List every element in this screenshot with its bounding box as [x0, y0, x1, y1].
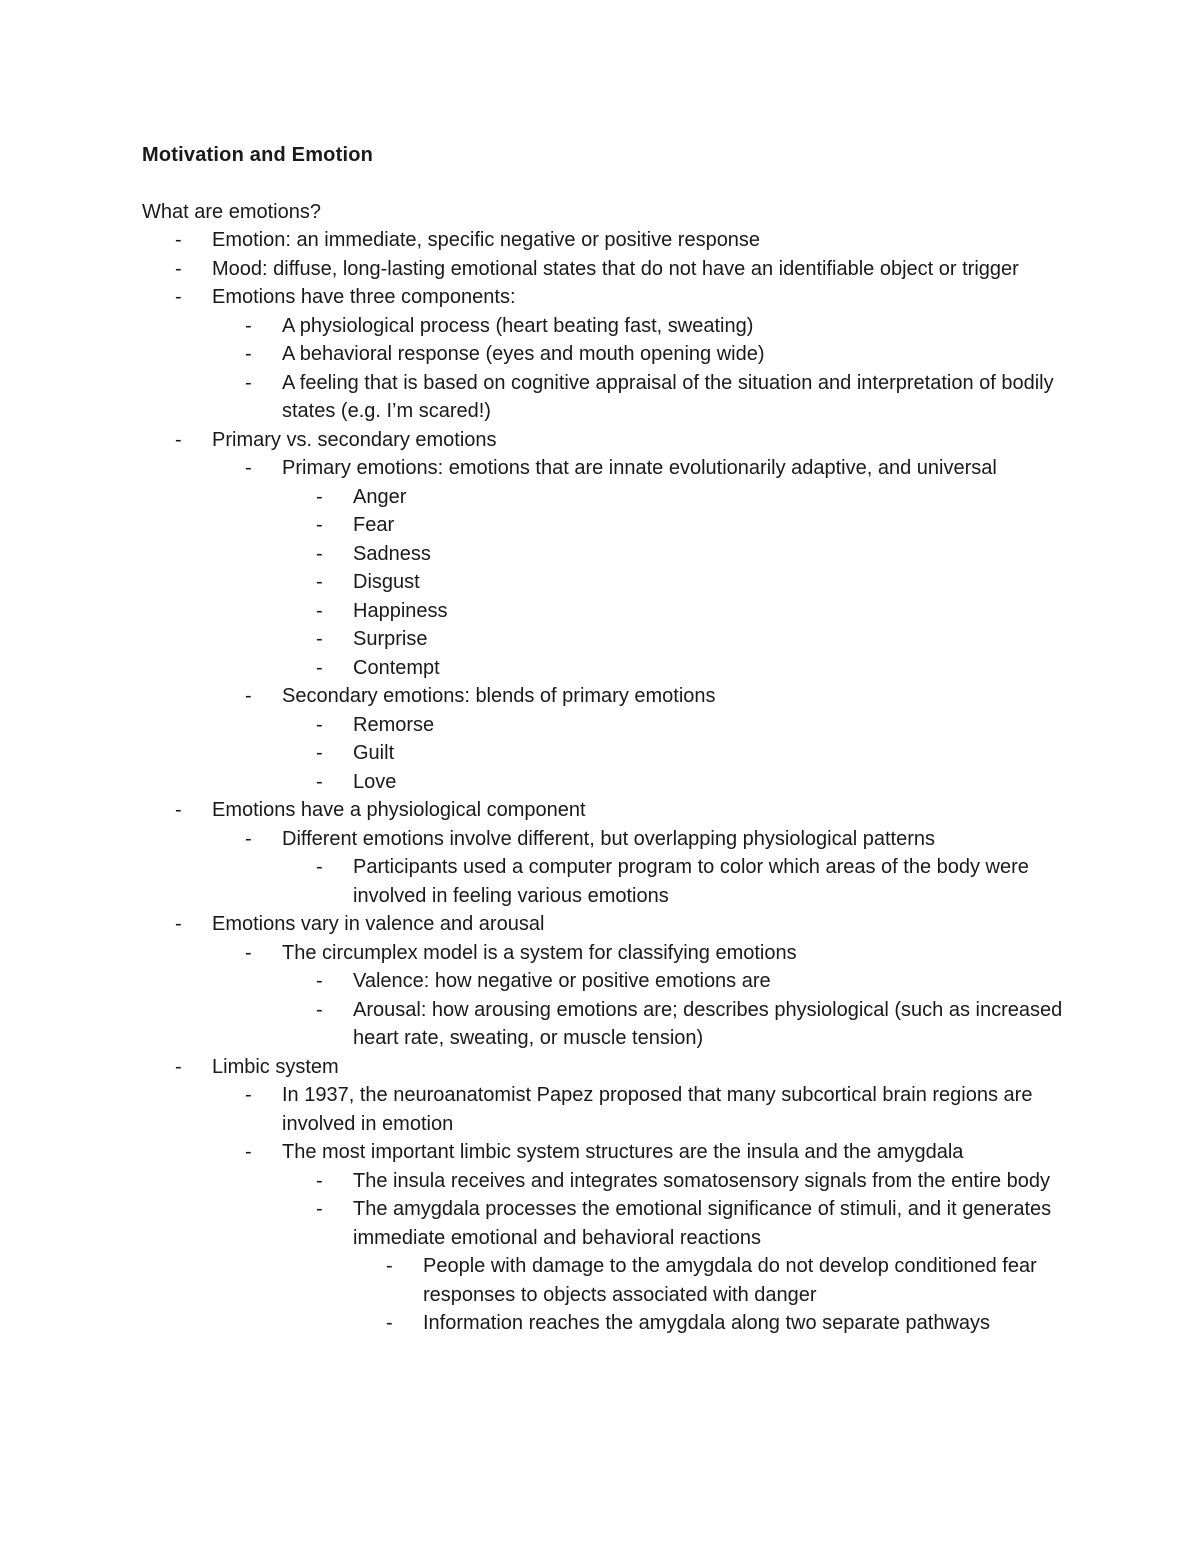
- list-item: [142, 1309, 1072, 1338]
- list-item-text: A feeling that is based on cognitive appraisal of the situation and interpretation of bodily states (e.g. I’m scared!): [282, 371, 1054, 422]
- list-item: [142, 1252, 1072, 1309]
- bullet-dash: -: [316, 1198, 323, 1220]
- bullet-dash: -: [245, 343, 252, 365]
- list-item-text: People with damage to the amygdala do not develop conditioned fear responses to objects associated with danger: [423, 1255, 1037, 1306]
- bullet-dash: -: [245, 1084, 252, 1106]
- list-item: [142, 369, 1072, 426]
- list-item: [142, 796, 1072, 825]
- bullet-dash: -: [316, 628, 323, 650]
- list-item-text: Remorse: [353, 713, 435, 736]
- bullet-dash: -: [316, 1169, 323, 1192]
- list-item: [142, 568, 1072, 597]
- bullet-dash: -: [175, 286, 182, 308]
- list-item: [142, 739, 1072, 768]
- list-item: [142, 1138, 1072, 1167]
- bullet-dash: -: [175, 428, 182, 451]
- bullet-dash: -: [316, 856, 323, 878]
- list-item: [142, 654, 1072, 683]
- bullet-dash: -: [245, 941, 252, 964]
- list-item: [142, 597, 1072, 626]
- bullet-dash: -: [316, 571, 323, 593]
- list-item: [142, 825, 1072, 854]
- list-item: [142, 967, 1072, 996]
- list-item-text: Surprise: [353, 628, 428, 650]
- section-question: What are emotions?: [142, 201, 321, 223]
- bullet-dash: -: [245, 827, 252, 850]
- list-item-text: Limbic system: [212, 1055, 339, 1078]
- bullet-outline: [142, 226, 1072, 1338]
- list-item: [142, 625, 1072, 654]
- bullet-dash: -: [175, 799, 182, 821]
- list-item: [142, 511, 1072, 540]
- bullet-dash: -: [316, 770, 323, 793]
- list-item-text: Disgust: [353, 571, 420, 593]
- bullet-dash: -: [316, 599, 323, 622]
- list-item-text: Information reaches the amygdala along two separate pathways: [423, 1312, 991, 1334]
- list-item-text: The most important limbic system structures are the insula and the amygdala: [282, 1141, 964, 1163]
- bullet-dash: -: [175, 257, 182, 280]
- list-item-text: Arousal: how arousing emotions are; describes physiological (such as increased heart rate, sweating, or muscle tension): [353, 998, 1063, 1049]
- bullet-dash: -: [245, 685, 252, 707]
- list-item: [142, 939, 1072, 968]
- bullet-dash: -: [245, 314, 252, 337]
- list-item-text: Fear: [353, 514, 395, 536]
- list-item-text: The insula receives and integrates somatosensory signals from the entire body: [353, 1169, 1051, 1192]
- bullet-dash: -: [316, 742, 323, 764]
- list-item: [142, 711, 1072, 740]
- list-item-text: Emotions have three components:: [212, 286, 516, 308]
- bullet-dash: -: [245, 457, 252, 479]
- bullet-dash: -: [245, 1141, 252, 1163]
- list-item: [142, 996, 1072, 1053]
- bullet-dash: -: [316, 970, 323, 992]
- list-item: [142, 312, 1072, 341]
- list-item: [142, 1081, 1072, 1138]
- list-item: [142, 454, 1072, 483]
- bullet-dash: -: [316, 542, 323, 565]
- bullet-dash: -: [316, 713, 323, 736]
- list-item-text: A behavioral response (eyes and mouth opening wide): [282, 343, 765, 365]
- list-item-text: Primary vs. secondary emotions: [212, 428, 497, 451]
- bullet-dash: -: [316, 485, 323, 508]
- document-title: Motivation and Emotion: [142, 144, 374, 166]
- list-item: [142, 1195, 1072, 1252]
- list-item-text: Anger: [353, 485, 407, 508]
- list-item-text: Emotions have a physiological component: [212, 799, 586, 821]
- bullet-dash: -: [386, 1312, 393, 1334]
- list-item-text: Different emotions involve different, but overlapping physiological patterns: [282, 827, 935, 850]
- list-item-text: Sadness: [353, 542, 431, 565]
- bullet-dash: -: [175, 229, 182, 251]
- list-item: [142, 226, 1072, 255]
- list-item-text: Guilt: [353, 742, 395, 764]
- list-item-text: In 1937, the neuroanatomist Papez proposed that many subcortical brain regions are involved in emotion: [282, 1084, 1033, 1135]
- list-item: [142, 910, 1072, 939]
- list-item-text: A physiological process (heart beating fast, sweating): [282, 314, 754, 337]
- list-item-text: Emotions vary in valence and arousal: [212, 913, 545, 935]
- bullet-dash: -: [175, 913, 182, 935]
- list-item-text: Secondary emotions: blends of primary emotions: [282, 685, 716, 707]
- bullet-dash: -: [316, 998, 323, 1021]
- list-item: [142, 1053, 1072, 1082]
- list-item-text: Emotion: an immediate, specific negative or positive response: [212, 229, 761, 251]
- list-item: [142, 283, 1072, 312]
- bullet-dash: -: [316, 656, 323, 679]
- list-item-text: Mood: diffuse, long-lasting emotional states that do not have an identifiable object or trigger: [212, 257, 1019, 280]
- list-item-text: Participants used a computer program to color which areas of the body were involved in feeling various emotions: [353, 856, 1029, 907]
- list-item: [142, 540, 1072, 569]
- list-item: [142, 255, 1072, 284]
- bullet-dash: -: [175, 1055, 182, 1078]
- bullet-dash: -: [386, 1255, 393, 1277]
- list-item: [142, 1167, 1072, 1196]
- list-item-text: Primary emotions: emotions that are innate evolutionarily adaptive, and universal: [282, 457, 997, 479]
- list-item: [142, 340, 1072, 369]
- list-item-text: The circumplex model is a system for classifying emotions: [282, 941, 797, 964]
- list-item-text: Happiness: [353, 599, 448, 622]
- bullet-dash: -: [316, 514, 323, 536]
- list-item-text: The amygdala processes the emotional significance of stimuli, and it generates immediate emotional and behavioral reactions: [353, 1198, 1052, 1249]
- list-item: [142, 682, 1072, 711]
- list-item: [142, 483, 1072, 512]
- list-item-text: Love: [353, 770, 397, 793]
- list-item: [142, 853, 1072, 910]
- list-item-text: Valence: how negative or positive emotions are: [353, 970, 771, 992]
- list-item: [142, 426, 1072, 455]
- list-item: [142, 768, 1072, 797]
- bullet-dash: -: [245, 371, 252, 394]
- list-item-text: Contempt: [353, 656, 440, 679]
